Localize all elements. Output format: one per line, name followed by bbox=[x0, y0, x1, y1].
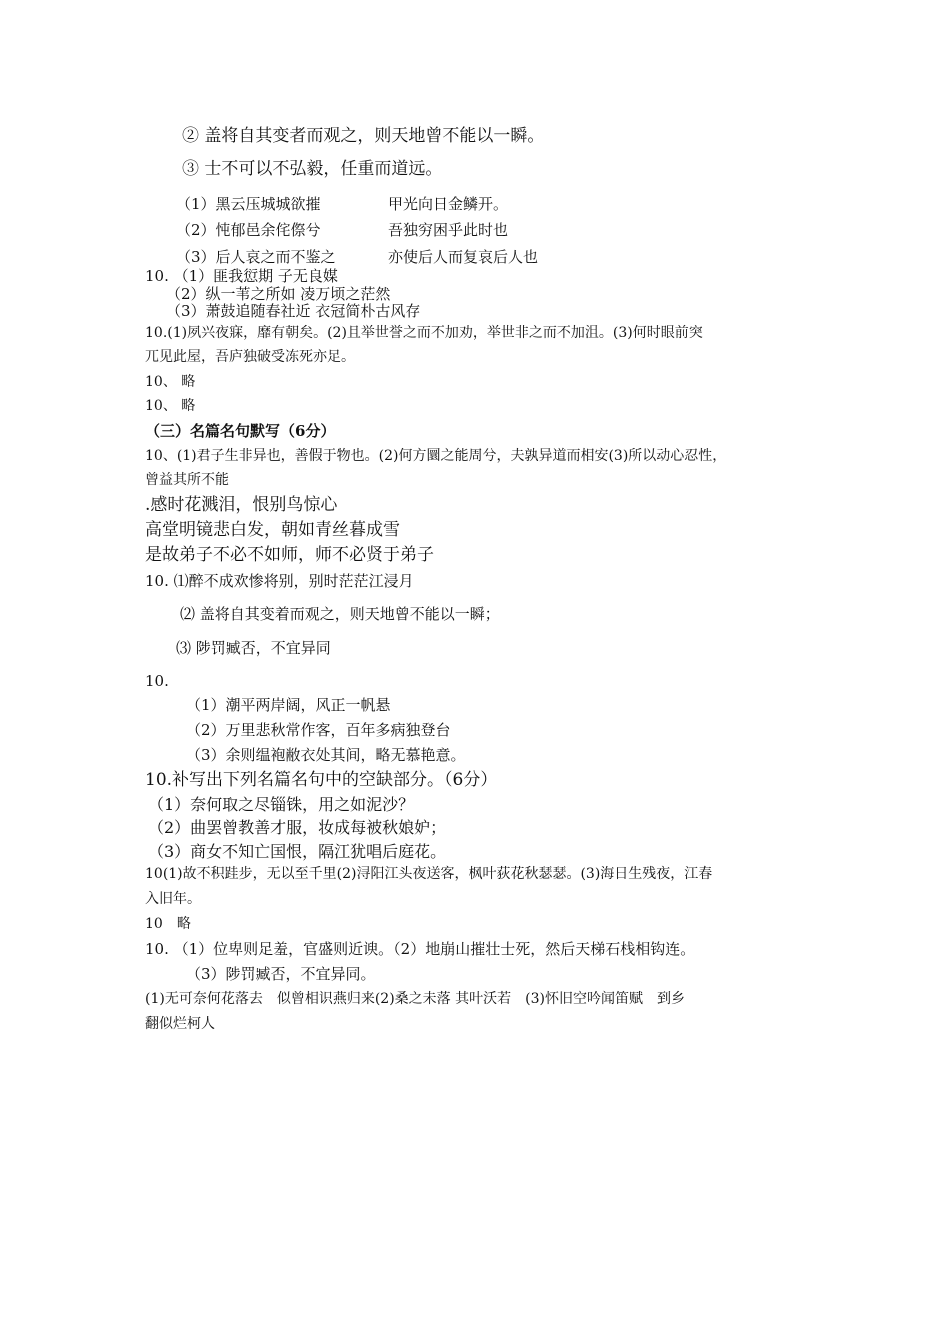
text-line: （3）余则缊袍敝衣处其间，略无慕艳意。 bbox=[186, 746, 466, 764]
text-line: （3）陟罚臧否，不宜异同。 bbox=[186, 965, 376, 983]
text-line: 翻似烂柯人 bbox=[145, 1016, 215, 1032]
text-line: 入旧年。 bbox=[145, 891, 201, 907]
text-line: 10. （1）匪我愆期 子无良媒 bbox=[145, 267, 338, 285]
text-line: （2）纵一苇之所如 凌万顷之茫然 bbox=[166, 285, 391, 303]
text-line: （3）商女不知亡国恨，隔江犹唱后庭花。 bbox=[148, 842, 447, 861]
text-line: .感时花溅泪，恨别鸟惊心 bbox=[145, 495, 338, 515]
text-line: ⑵ 盖将自其变着而观之，则天地曾不能以一瞬； bbox=[180, 605, 500, 623]
text-line: 兀见此屋，吾庐独破受冻死亦足。 bbox=[145, 349, 355, 365]
text-line: ⑶ 陟罚臧否，不宜异同 bbox=[176, 639, 331, 657]
text-line: 高堂明镜悲白发，朝如青丝暮成雪 bbox=[145, 520, 400, 540]
text-line: （1）黑云压城城欲摧 bbox=[176, 195, 321, 213]
text-line: （1）奈何取之尽锱铢，用之如泥沙？ bbox=[148, 795, 415, 814]
text-line: （2）忳郁邑余侘傺兮 bbox=[176, 221, 321, 239]
text-line: （2）万里悲秋常作客，百年多病独登台 bbox=[186, 721, 451, 739]
text-line: 10、 略 bbox=[145, 374, 196, 390]
text-line: (1)无可奈何花落去 似曾相识燕归来(2)桑之未落 其叶沃若 (3)怀旧空吟闻笛赋 到乡 bbox=[145, 991, 685, 1007]
text-line: 吾独穷困乎此时也 bbox=[388, 221, 509, 239]
text-line: （2）曲罢曾教善才服，妆成每被秋娘妒； bbox=[148, 818, 447, 837]
text-line: （3）后人哀之而不鉴之 bbox=[176, 248, 336, 266]
text-line: 10. （1）位卑则足羞，官盛则近谀。（2）地崩山摧壮士死，然后天梯石栈相钩连。 bbox=[145, 940, 696, 958]
text-line: 10、 略 bbox=[145, 398, 196, 414]
text-line: 10、(1)君子生非异也，善假于物也。(2)何方圜之能周兮，夫孰异道而相安(3)所以动心忍性， bbox=[145, 448, 727, 464]
question-heading: 10.补写出下列名篇名句中的空缺部分。（6分） bbox=[145, 770, 498, 790]
text-line: 10 略 bbox=[145, 916, 191, 932]
text-line: （1）潮平两岸阔，风正一帆悬 bbox=[186, 696, 391, 714]
text-line: 亦使后人而复哀后人也 bbox=[388, 248, 539, 266]
text-line: 甲光向日金鳞开。 bbox=[388, 195, 509, 213]
text-line: ② 盖将自其变者而观之，则天地曾不能以一瞬。 bbox=[182, 126, 545, 146]
text-line: 是故弟子不必不如师，师不必贤于弟子 bbox=[145, 545, 434, 565]
text-line: 曾益其所不能 bbox=[145, 472, 229, 488]
text-line: 10.(1)夙兴夜寐，靡有朝矣。(2)且举世誉之而不加劝，举世非之而不加沮。(3)何时眼前突 bbox=[145, 325, 703, 341]
text-line: 10. bbox=[145, 672, 169, 690]
section-heading: （三）名篇名句默写（6分） bbox=[145, 422, 336, 440]
text-line: 10. ⑴醉不成欢惨将别，别时茫茫江浸月 bbox=[145, 572, 414, 590]
text-line: （3）萧鼓追随春社近 衣冠简朴古风存 bbox=[166, 302, 421, 320]
text-line: 10(1)故不积跬步，无以至千里(2)浔阳江头夜送客，枫叶荻花秋瑟瑟。(3)海日生残夜，江春 bbox=[145, 866, 713, 882]
text-line: ③ 士不可以不弘毅，任重而道远。 bbox=[182, 159, 443, 179]
